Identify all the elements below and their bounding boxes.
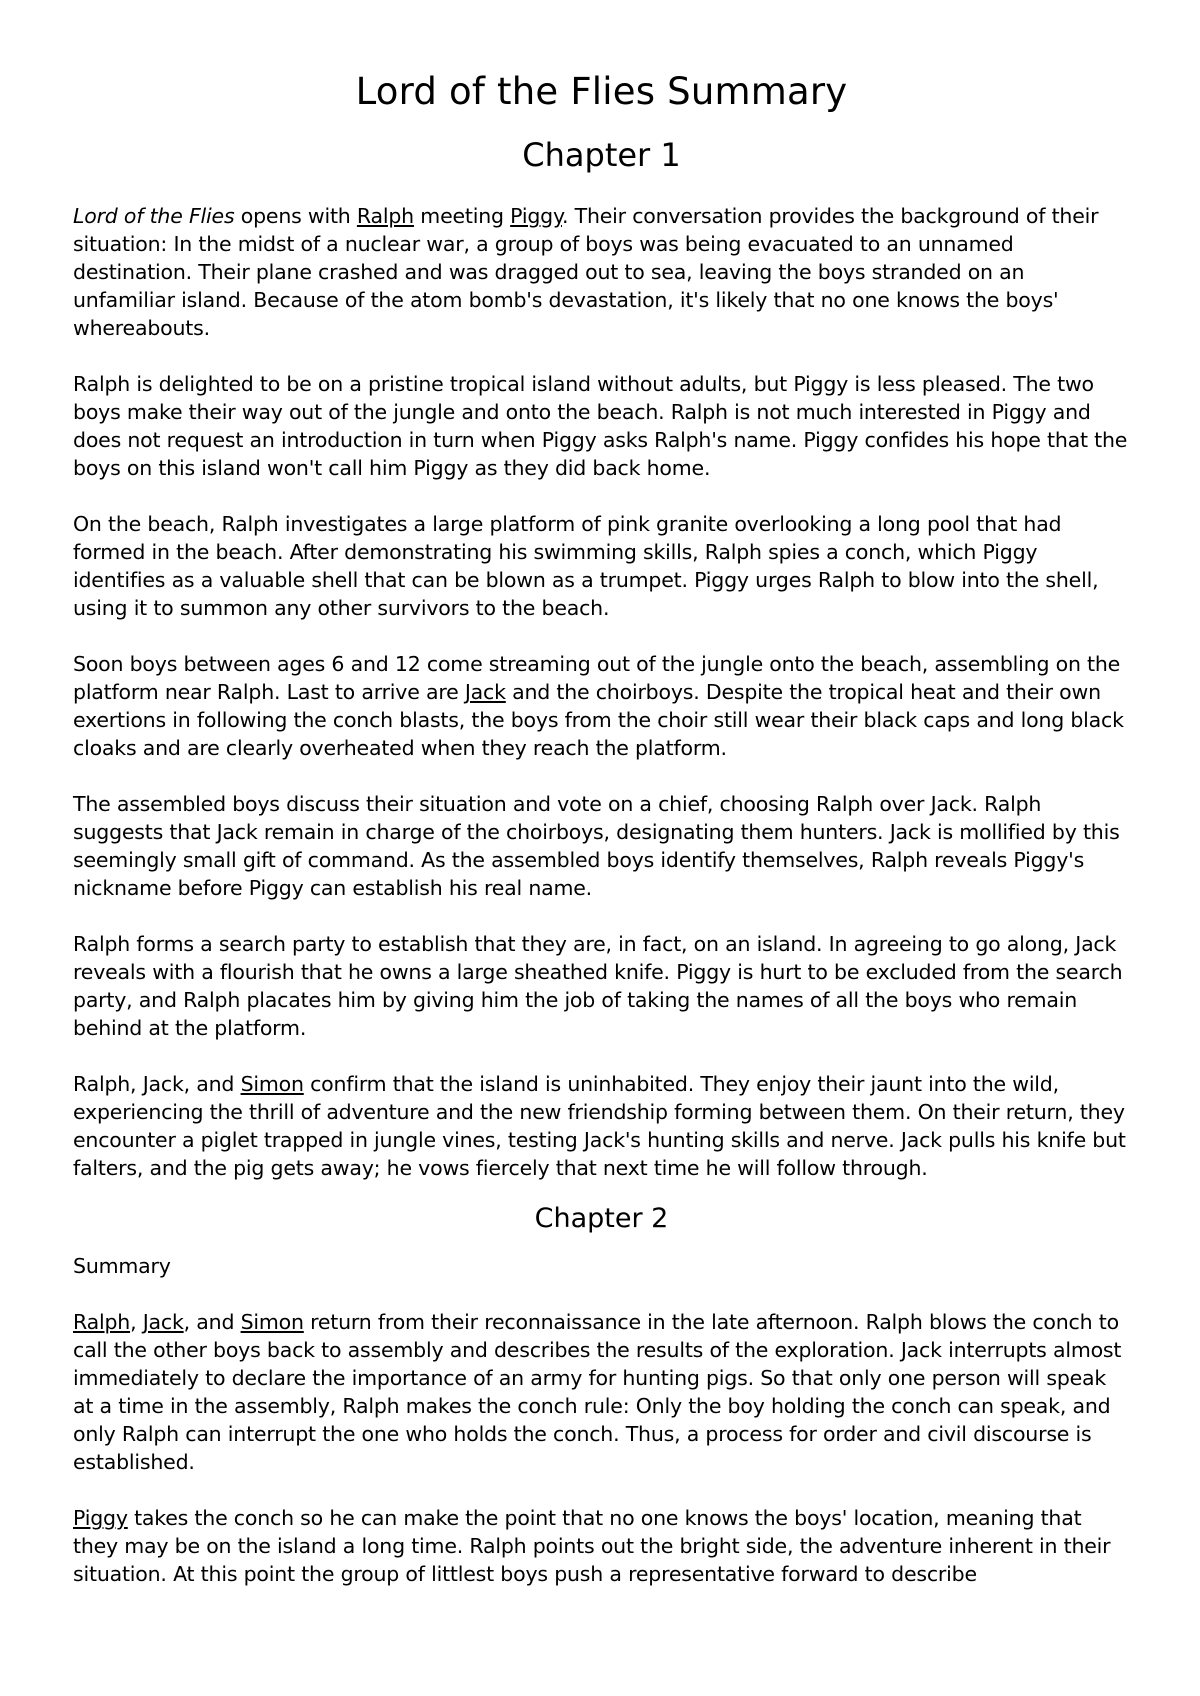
text-run: , and (183, 1310, 241, 1334)
chapter-1-paragraph-5: The assembled boys discuss their situation and vote on a chief, choosing Ralph over Jack. Ralph suggests that Jack remain in charge of the choirboys, designating them hunters. Jack is mollified by this seemingly small gift of command. As the assembled boys identify themselves, Ralph reveals Piggy's nickname before Piggy can establish his real name. (73, 792, 1120, 900)
text-run: confirm that the island is uninhabited. They enjoy their jaunt into the wild, experiencing the thrill of adventure and the new friendship forming between them. On their return, they encounter a piglet trapped in jungle vines, testing Jack's hunting skills and nerve. Jack pulls his knife but falters, and the pig gets away; he vows fiercely that next time he will follow through. (73, 1072, 1126, 1180)
text-run: and the choirboys. Despite the tropical heat and their own exertions in following the conch blasts, the boys from the choir still wear their black caps and long black cloaks and are clearly overheated when they reach the platform. (73, 680, 1124, 760)
summary-label: Summary (73, 1254, 171, 1278)
ralph-link[interactable]: Ralph (356, 204, 414, 228)
ralph-link[interactable]: Ralph (73, 1310, 131, 1334)
piggy-link[interactable]: Piggy (73, 1506, 128, 1530)
text-run: opens with (234, 204, 357, 228)
chapter-2-heading: Chapter 2 (534, 1203, 669, 1234)
chapter-1-paragraph-7 (73, 1070, 1130, 1182)
text-run: meeting (413, 204, 511, 228)
jack-link[interactable]: Jack (464, 680, 506, 704)
text-run: return from their reconnaissance in the late afternoon. Ralph blows the conch to call the other boys back to assembly and describes the results of the exploration. Jack interrupts almost immediately to declare the importance of an army for hunting pigs. So that only one person will speak at a time in the assembly, Ralph makes the conch rule: Only the boy holding the conch can speak, and only Ralph can interrupt the one who holds the conch. Thus, a process for order and civil discourse is established. (73, 1310, 1122, 1474)
chapter-2-paragraph-1 (73, 1308, 1130, 1476)
chapter-1-heading: Chapter 1 (522, 136, 681, 174)
simon-link[interactable]: Simon (240, 1072, 304, 1096)
text-run: . Their conversation provides the background of their situation: In the midst of a nuclear war, a group of boys was being evacuated to an unnamed destination. Their plane crashed and was dragged out to sea, leaving the boys stranded on an unfamiliar island. Because of the atom bomb's devastation, it's likely that no one knows the boys' whereabouts. (73, 204, 1099, 340)
chapter-1-paragraph-4 (73, 650, 1130, 762)
piggy-link[interactable]: Piggy (510, 204, 562, 228)
text-run: takes the conch so he can make the point that no one knows the boys' location, meaning that they may be on the island a long time. Ralph points out the bright side, the adventure inherent in their situation. At this point the group of littlest boys push a representative forward to describe (73, 1506, 1111, 1586)
document-title: Lord of the Flies Summary (355, 70, 848, 113)
chapter-1-paragraph-6: Ralph forms a search party to establish that they are, in fact, on an island. In agreeing to go along, Jack reveals with a flourish that he owns a large sheathed knife. Piggy is hurt to be excluded from the search party, and Ralph placates him by giving him the job of taking the names of all the boys who remain behind at the platform. (73, 932, 1123, 1040)
jack-link[interactable]: Jack (142, 1310, 184, 1334)
text-run: , (130, 1310, 143, 1334)
text-run: Ralph, Jack, and (73, 1072, 241, 1096)
chapter-1-paragraph-3: On the beach, Ralph investigates a large platform of pink granite overlooking a long pool that had formed in the beach. After demonstrating his swimming skills, Ralph spies a conch, which Piggy identifies as a valuable shell that can be blown as a trumpet. Piggy urges Ralph to blow into the shell, using it to summon any other survivors to the beach. (73, 512, 1099, 620)
simon-link[interactable]: Simon (240, 1310, 304, 1334)
chapter-1-paragraph-2: Ralph is delighted to be on a pristine tropical island without adults, but Piggy is less pleased. The two boys make their way out of the jungle and onto the beach. Ralph is not much interested in Piggy and does not request an introduction in turn when Piggy asks Ralph's name. Piggy confides his hope that the boys on this island won't call him Piggy as they did back home. (73, 372, 1128, 480)
chapter-1-paragraph-1 (73, 202, 1130, 342)
text-run: Soon boys between ages 6 and 12 come streaming out of the jungle onto the beach, assembling on the platform near Ralph. Last to arrive are (73, 652, 1121, 704)
book-title: Lord of the Flies (73, 204, 235, 228)
chapter-2-paragraph-2 (73, 1504, 1130, 1588)
